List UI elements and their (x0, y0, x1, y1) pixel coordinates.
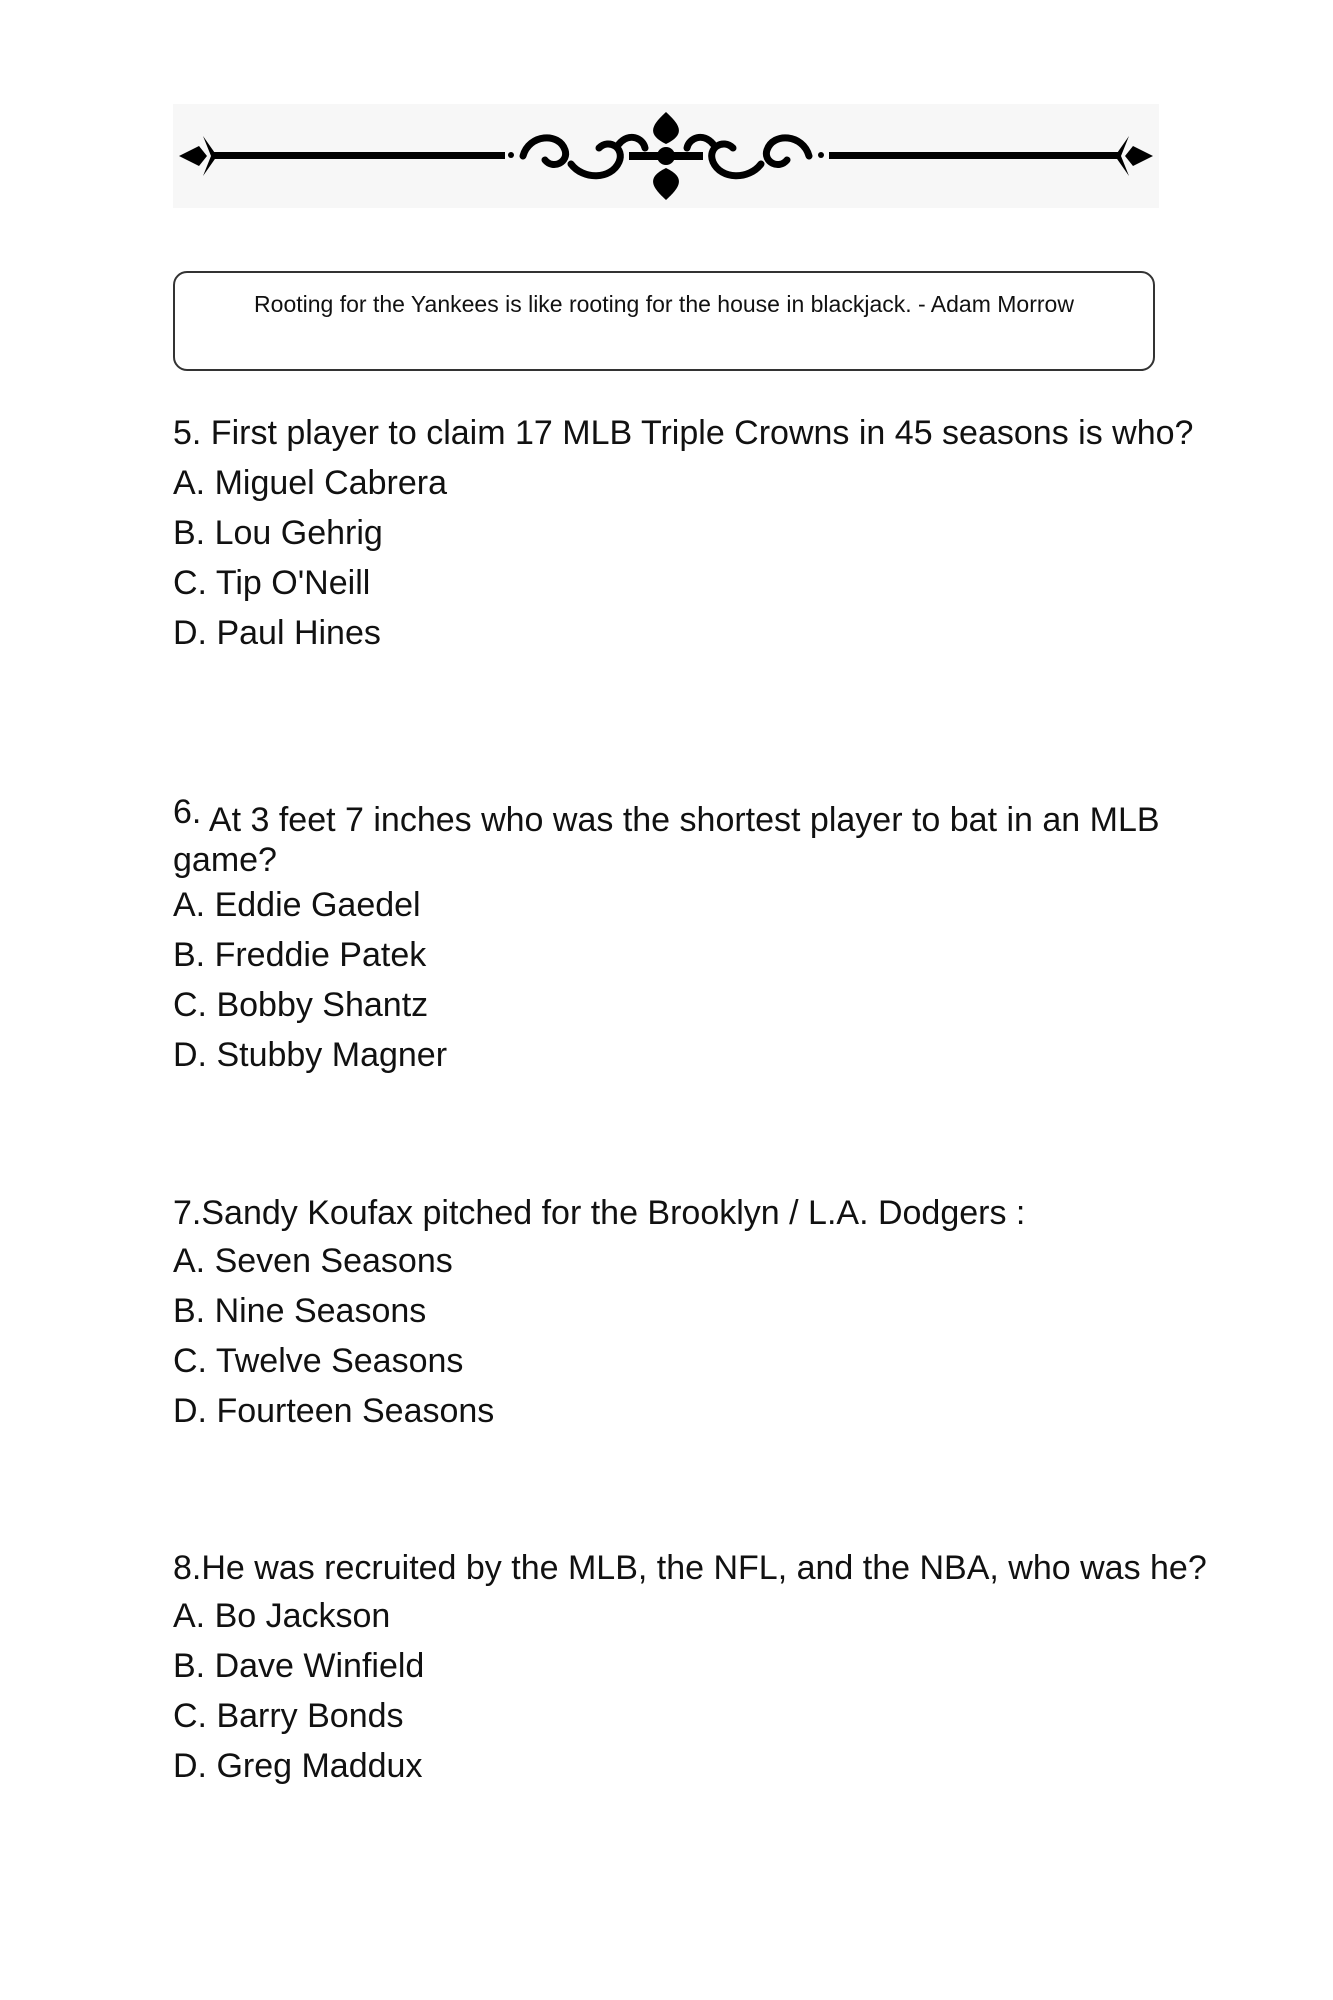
question-text: 5. First player to claim 17 MLB Triple Crowns in 45 seasons is who? (173, 414, 1194, 452)
answer-options (173, 1591, 1253, 1791)
answer-option-a: A. Seven Seasons (173, 1242, 453, 1280)
answer-options (173, 880, 1253, 1080)
question-6 (173, 792, 1253, 1080)
answer-option-a: A. Miguel Cabrera (173, 464, 448, 502)
question-body: At 3 feet 7 inches who was the shortest player to bat in an MLB game? (173, 801, 1160, 879)
answer-options (173, 458, 1253, 658)
ornament-flourish-icon (173, 104, 1159, 208)
answer-option-d: D. Greg Maddux (173, 1747, 423, 1785)
answer-option-b: B. Lou Gehrig (173, 514, 383, 552)
question-7 (173, 1190, 1253, 1436)
answer-option-a: A. Eddie Gaedel (173, 886, 421, 924)
question-5 (173, 408, 1253, 658)
question-8 (173, 1545, 1253, 1791)
answer-option-b: B. Freddie Patek (173, 936, 427, 974)
question-number: 6. (173, 793, 202, 831)
question-text: 8.He was recruited by the MLB, the NFL, and the NBA, who was he? (173, 1549, 1207, 1587)
answer-option-d: D. Fourteen Seasons (173, 1392, 495, 1430)
answer-option-c: C. Barry Bonds (173, 1697, 404, 1735)
quote-text: Rooting for the Yankees is like rooting for the house in blackjack. - Adam Morrow (254, 291, 1074, 317)
answer-option-c: C. Twelve Seasons (173, 1342, 464, 1380)
answer-option-a: A. Bo Jackson (173, 1597, 391, 1635)
answer-option-b: B. Nine Seasons (173, 1292, 427, 1330)
answer-option-b: B. Dave Winfield (173, 1647, 425, 1685)
decorative-divider (173, 104, 1159, 208)
answer-options (173, 1236, 1253, 1436)
answer-option-c: C. Bobby Shantz (173, 986, 429, 1024)
answer-option-c: C. Tip O'Neill (173, 564, 371, 602)
answer-option-d: D. Paul Hines (173, 614, 381, 652)
question-text: 7.Sandy Koufax pitched for the Brooklyn / L.A. Dodgers : (173, 1194, 1026, 1232)
question-text (173, 792, 1253, 880)
answer-option-d: D. Stubby Magner (173, 1036, 448, 1074)
quote-box (173, 271, 1155, 371)
